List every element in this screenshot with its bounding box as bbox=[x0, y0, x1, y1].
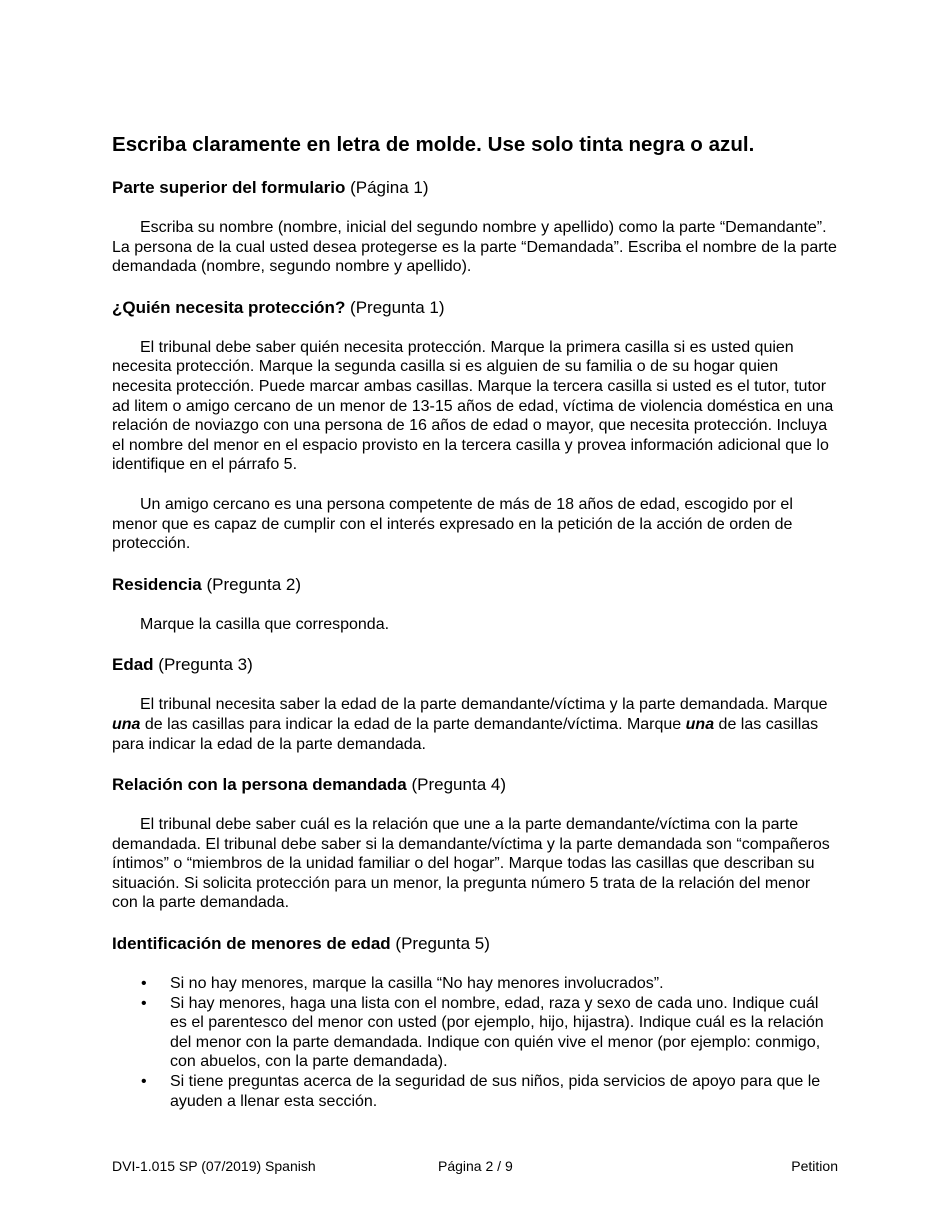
footer-form-id: DVI-1.015 SP (07/2019) Spanish bbox=[112, 1158, 316, 1174]
page-heading: Escriba claramente en letra de molde. Use solo tinta negra o azul. bbox=[112, 133, 755, 156]
paragraph-who-needs-protection: El tribunal debe saber quién necesita protección. Marque la primera casilla si es usted quien necesita protección. Marque la segunda casilla si es alguien de su familia o de su hogar quien necesita protección. Puede marcar ambas casillas. Marque la tercera casilla si usted es el tutor, tutor ad litem o amigo cercano de un menor de 13-15 años de edad, víctima de violencia doméstica en una relación de noviazgo con una persona de 16 años de edad o mayor, que necesita protección. Incluya el nombre del menor en el espacio provisto en la tercera casilla y provea información adicional que lo identifique en el párrafo 5. bbox=[112, 338, 834, 474]
paragraph-top-of-form: Escriba su nombre (nombre, inicial del segundo nombre y apellido) como la parte “Demandante”. La persona de la cual usted desea protegerse es la parte “Demandada”. Escriba el nombre de la parte demandada (nombre, segundo nombre y apellido). bbox=[112, 219, 837, 276]
paragraph-close-friend: Un amigo cercano es una persona competente de más de 18 años de edad, escogido por el menor que es capaz de cumplir con el interés expresado en la petición de la acción de orden de protección. bbox=[112, 495, 793, 553]
list-item: • Si tiene preguntas acerca de la seguridad de sus niños, pida servicios de apoyo para que le ayuden a llenar esta sección. bbox=[170, 1072, 838, 1111]
page-footer bbox=[112, 1157, 838, 1175]
document-body bbox=[112, 132, 838, 1111]
minors-bullet-list bbox=[112, 974, 838, 1111]
paragraph-residence: Marque la casilla que corresponda. bbox=[140, 615, 390, 633]
section-title-top-of-form: Parte superior del formulario (Página 1) bbox=[112, 178, 429, 197]
section-title-relationship: Relación con la persona demandada (Pregunta 4) bbox=[112, 775, 506, 795]
section-title-who-needs-protection: ¿Quién necesita protección? (Pregunta 1) bbox=[112, 297, 445, 317]
section-title-age: Edad (Pregunta 3) bbox=[112, 655, 253, 675]
section-title-minors: Identificación de menores de edad (Pregunta 5) bbox=[112, 934, 490, 954]
list-item: • Si hay menores, haga una lista con el nombre, edad, raza y sexo de cada uno. Indique cuál es el parentesco del menor con usted (por ejemplo, hijo, hijastra). Indique cuál es la relación del menor con la parte demandada. Indique con quién vive el menor (por ejemplo: conmigo, con abuelos, con la parte demandada). bbox=[170, 994, 838, 1072]
section-title-residence: Residencia (Pregunta 2) bbox=[112, 574, 301, 594]
paragraph-relationship: El tribunal debe saber cuál es la relación que une a la parte demandante/víctima con la parte demandada. El tribunal debe saber si la demandante/víctima y la parte demandada son “compañeros íntimos” o “miembros de la unidad familiar o del hogar”. Marque todas las casillas que describan su situación. Si solicita protección para un menor, la pregunta número 5 trata de la relación del menor con la parte demandada. bbox=[112, 816, 830, 912]
footer-doc-type: Petition bbox=[791, 1158, 838, 1174]
list-item: • Si no hay menores, marque la casilla “No hay menores involucrados”. bbox=[170, 974, 838, 994]
paragraph-age: El tribunal necesita saber la edad de la parte demandante/víctima y la parte demandada. Marque una de las casillas para indicar la edad de la parte demandante/víctima. Marque una de las casillas para indicar la edad de la parte demandada. bbox=[112, 696, 828, 753]
footer-page-number: Página 2 / 9 bbox=[438, 1158, 513, 1174]
